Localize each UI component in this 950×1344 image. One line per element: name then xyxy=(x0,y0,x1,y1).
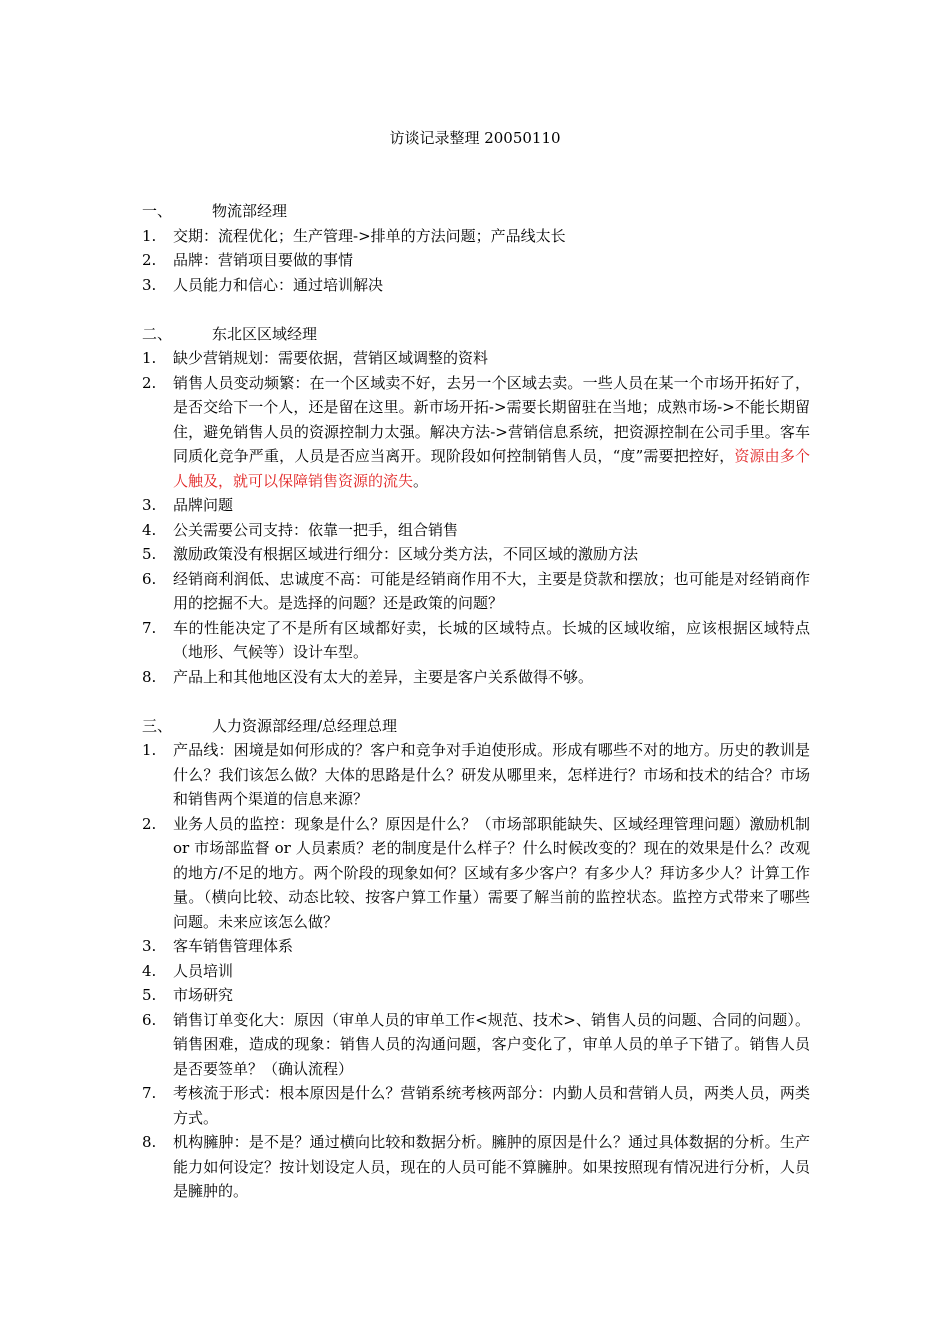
item-text: 缺少营销规划：需要依据，营销区域调整的资料 xyxy=(173,349,489,367)
list-item xyxy=(142,616,810,665)
item-number: 3. xyxy=(142,496,157,514)
list-item xyxy=(142,248,810,273)
item-text: 品牌：营销项目要做的事情 xyxy=(173,251,354,269)
section-number: 三、 xyxy=(142,716,173,735)
section-3 xyxy=(142,714,810,1204)
list-item xyxy=(142,346,810,371)
list-item xyxy=(142,983,810,1008)
section-1 xyxy=(142,199,810,297)
list-item xyxy=(142,542,810,567)
item-number: 7. xyxy=(142,1084,157,1102)
item-number: 8. xyxy=(142,1133,157,1151)
list-item xyxy=(142,738,810,812)
item-number: 6. xyxy=(142,1010,157,1029)
list-item xyxy=(142,567,810,616)
section-heading xyxy=(142,322,810,347)
item-text-main: 销售人员变动频繁：在一个区域卖不好，去另一个区域去卖。一些人员在某一个市场开拓好了，是否交给下一个人，还是留在这里。新市场开拓->需要长期留驻在当地；成熟市场->不能长期留住，避免销售人员的资源控制力太强。解决方法->营销信息系统，把资源控制在公司手里。客车同质化竞争严重，人员是否应当离开。现阶段如何控制销售人员，“度”需要把控好， xyxy=(173,373,810,465)
list-item xyxy=(142,812,810,935)
item-text: 客车销售管理体系 xyxy=(173,937,294,955)
item-text: 品牌问题 xyxy=(173,496,234,514)
document-title: 访谈记录整理 20050110 xyxy=(389,129,561,147)
item-text: 交期：流程优化；生产管理->排单的方法问题；产品线太长 xyxy=(173,226,566,245)
item-text: 产品上和其他地区没有太大的差异，主要是客户关系做得不够。 xyxy=(173,667,594,686)
item-number: 2. xyxy=(142,814,157,833)
item-number: 2. xyxy=(142,251,157,269)
item-text: 业务人员的监控：现象是什么？原因是什么？（市场部职能缺失、区域经理管理问题）激励机制 or 市场部监督 or 人员素质？老的制度是什么样子？什么时候改变的？现在的效果是什么？改观的地方/不足的地方。两个阶段的现象如何？区域有多少客户？有多少人？拜访多少人？计算工作量。（横向比较、动态比较、按客户算工作量）需要了解当前的监控状态。监控方式带来了哪些问题。未来应该怎么做？ xyxy=(173,814,810,931)
list-item xyxy=(142,665,810,690)
item-number: 1. xyxy=(142,741,157,759)
section-heading xyxy=(142,199,810,224)
item-text: 公关需要公司支持：依靠一把手，组合销售 xyxy=(173,520,459,539)
list-item xyxy=(142,224,810,249)
item-text: 市场研究 xyxy=(173,986,234,1004)
list-item xyxy=(142,518,810,543)
list-item xyxy=(142,1008,810,1082)
section-title: 物流部经理 xyxy=(212,202,288,220)
item-number: 3. xyxy=(142,937,157,955)
section-heading xyxy=(142,714,810,739)
section-number: 一、 xyxy=(142,202,173,220)
highlighted-text: 资源由多个人触及，就可以保障销售资源的流失 xyxy=(173,447,810,490)
item-text xyxy=(173,371,810,494)
item-number: 3. xyxy=(142,275,157,294)
item-text: 产品线：困境是如何形成的？客户和竞争对手迫使形成。形成有哪些不对的地方。历史的教训是什么？我们该怎么做？大体的思路是什么？研发从哪里来，怎样进行？市场和技术的结合？市场和销售两个渠道的信息来源？ xyxy=(173,741,810,808)
item-number: 5. xyxy=(142,986,157,1004)
item-text: 人员培训 xyxy=(173,961,234,980)
item-text: 考核流于形式：根本原因是什么？营销系统考核两部分：内勤人员和营销人员，两类人员，两类方式。 xyxy=(173,1084,810,1127)
section-2 xyxy=(142,322,810,690)
list-item xyxy=(142,959,810,984)
list-item xyxy=(142,493,810,518)
list-item xyxy=(142,1081,810,1130)
item-text: 车的性能决定了不是所有区域都好卖，长城的区域特点。长城的区域收缩，应该根据区域特点（地形、气候等）设计车型。 xyxy=(173,618,810,661)
list-item xyxy=(142,934,810,959)
item-text-tail: 。 xyxy=(413,471,429,490)
item-number: 7. xyxy=(142,618,157,637)
item-number: 5. xyxy=(142,545,157,563)
section-title: 东北区区域经理 xyxy=(212,324,318,343)
document-body xyxy=(142,199,810,1204)
item-text: 激励政策没有根据区域进行细分：区域分类方法，不同区域的激励方法 xyxy=(173,545,639,563)
item-number: 8. xyxy=(142,667,157,686)
item-number: 1. xyxy=(142,349,157,367)
item-text: 人员能力和信心：通过培训解决 xyxy=(173,275,384,294)
item-number: 2. xyxy=(142,373,157,392)
item-number: 6. xyxy=(142,569,157,588)
item-number: 1. xyxy=(142,226,157,245)
item-text: 机构臃肿：是不是？通过横向比较和数据分析。臃肿的原因是什么？通过具体数据的分析。生产能力如何设定？按计划设定人员，现在的人员可能不算臃肿。如果按照现有情况进行分析，人员是臃肿的。 xyxy=(173,1133,810,1200)
item-text: 经销商利润低、忠诚度不高：可能是经销商作用不大，主要是贷款和摆放；也可能是对经销商作用的挖掘不大。是选择的问题？还是政策的问题？ xyxy=(173,569,810,612)
item-number: 4. xyxy=(142,961,157,980)
list-item xyxy=(142,273,810,298)
item-number: 4. xyxy=(142,520,157,539)
list-item xyxy=(142,1130,810,1204)
section-number: 二、 xyxy=(142,324,173,343)
section-title: 人力资源部经理/总经理总理 xyxy=(212,716,398,735)
list-item xyxy=(142,371,810,494)
item-text: 销售订单变化大：原因（审单人员的审单工作<规范、技术>、销售人员的问题、合同的问题）。销售困难，造成的现象：销售人员的沟通问题，客户变化了，审单人员的单子下错了。销售人员是否要签单？（确认流程） xyxy=(173,1010,810,1078)
